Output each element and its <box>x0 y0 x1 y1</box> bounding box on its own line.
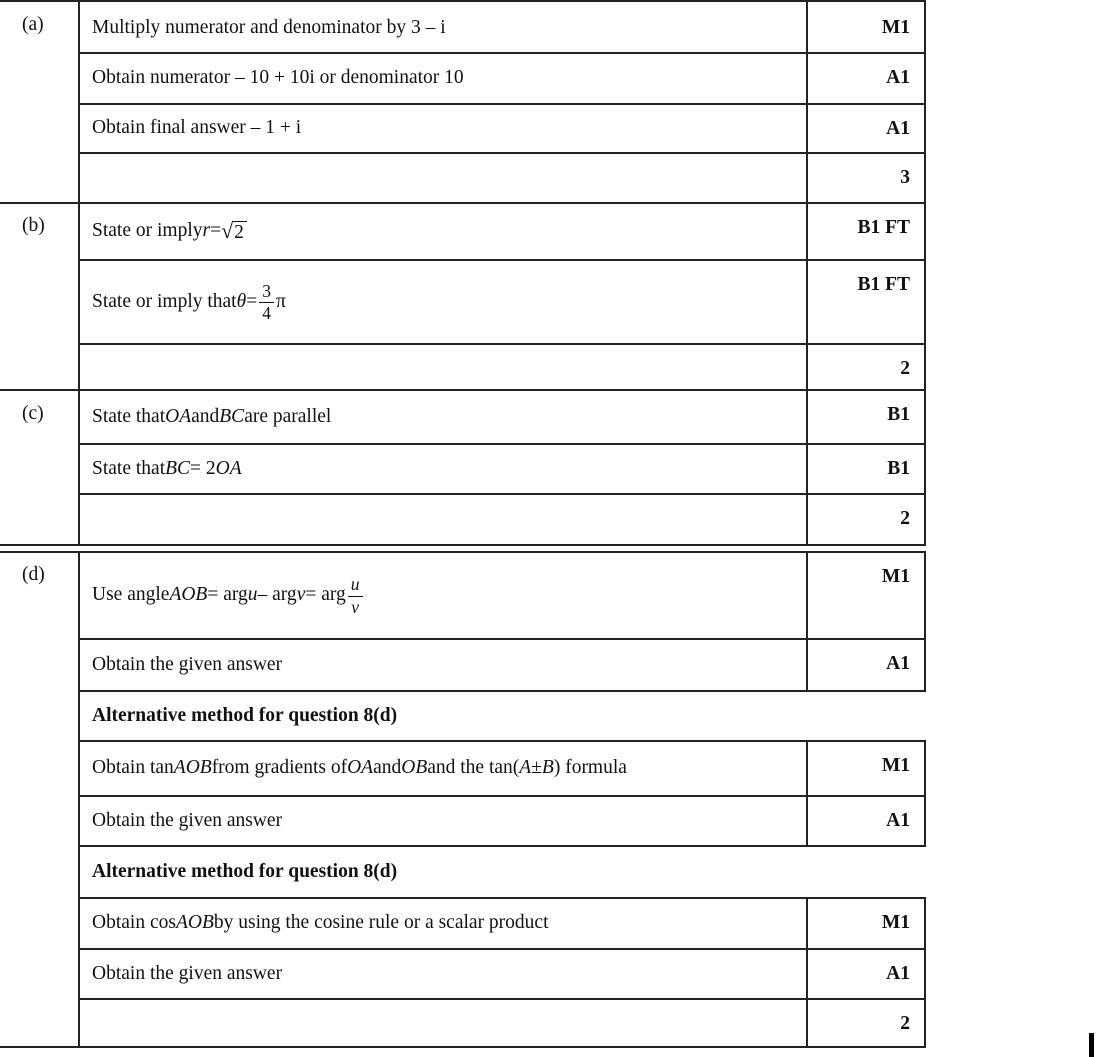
fraction-denominator: v <box>351 596 360 617</box>
cell-c2-desc <box>80 445 804 493</box>
text-segment: and the tan( <box>427 757 520 779</box>
alt-method-header-1: Alternative method for question 8(d) <box>92 704 398 726</box>
math-var: BC <box>165 457 191 479</box>
border-line <box>78 343 926 345</box>
math-symbol: π <box>275 290 286 312</box>
border-line <box>78 998 926 1000</box>
border-line <box>78 493 926 495</box>
text-segment: State that <box>92 457 166 479</box>
fraction <box>348 575 363 616</box>
text-segment: and <box>191 405 220 427</box>
border-line <box>0 544 926 546</box>
text-segment: State or imply <box>92 220 203 242</box>
text-segment: = <box>246 290 258 312</box>
cell-d2-mark: A1 <box>886 653 910 674</box>
part-label-a: (a) <box>22 14 44 35</box>
math-var: BC <box>219 405 245 427</box>
fraction-denominator: 4 <box>262 303 271 323</box>
cell-a3-desc: Obtain final answer – 1 + i <box>92 117 302 139</box>
text-segment: from gradients of <box>211 757 348 779</box>
cell-d1-mark: M1 <box>881 566 910 587</box>
cell-c2-mark: B1 <box>887 458 910 479</box>
cell-d1-desc <box>80 553 804 638</box>
text-segment: by using the cosine rule or a scalar product <box>213 912 549 934</box>
math-var: AOB <box>173 757 212 779</box>
border-line <box>924 2 926 546</box>
text-segment: = arg <box>207 584 248 606</box>
text-segment: and <box>373 757 402 779</box>
math-var: r <box>202 220 211 242</box>
cell-d-total: 2 <box>900 1013 910 1034</box>
cell-d-alt2-r1-desc <box>80 899 804 948</box>
math-symbol: ± <box>531 757 542 779</box>
cell-d-alt2-r1-mark: M1 <box>881 912 910 933</box>
math-var: AOB <box>169 584 208 606</box>
fraction-numerator: u <box>348 575 363 597</box>
sqrt-expression <box>221 217 247 245</box>
cell-b1-desc <box>80 204 804 259</box>
math-var: OA <box>165 405 192 427</box>
text-cursor-artifact <box>1089 1033 1094 1057</box>
cell-b2-desc <box>80 261 804 343</box>
cell-d-alt1-r1-desc <box>80 742 804 795</box>
cell-d-alt1-r2-desc: Obtain the given answer <box>92 809 283 831</box>
text-segment: Obtain cos <box>92 912 176 934</box>
cell-b2-mark: B1 FT <box>857 274 910 295</box>
math-var: θ <box>236 290 247 312</box>
math-var: AOB <box>175 912 214 934</box>
fraction-numerator: 3 <box>259 282 274 304</box>
cell-a1-mark: M1 <box>881 17 910 38</box>
math-var: OA <box>347 757 374 779</box>
border-line <box>0 1046 926 1048</box>
text-segment: Obtain tan <box>92 757 174 779</box>
fraction <box>259 282 274 323</box>
math-var: B <box>541 757 554 779</box>
math-var: u <box>247 584 258 606</box>
border-line <box>924 740 926 845</box>
math-var: OB <box>401 757 428 779</box>
math-var: v <box>296 584 306 606</box>
text-segment: = <box>210 220 222 242</box>
cell-b1-mark: B1 FT <box>857 217 910 238</box>
border-line <box>78 152 926 154</box>
part-label-c: (c) <box>22 403 44 424</box>
cell-d-alt1-r2-mark: A1 <box>886 810 910 831</box>
cell-d-alt2-r2-mark: A1 <box>886 963 910 984</box>
text-segment: = 2 <box>190 457 216 479</box>
cell-b-total: 2 <box>900 358 910 379</box>
cell-d2-desc: Obtain the given answer <box>92 653 283 675</box>
text-segment: Use angle <box>92 584 170 606</box>
border-line <box>0 0 926 2</box>
text-segment: are parallel <box>244 405 332 427</box>
cell-a2-desc: Obtain numerator – 10 + 10i or denominator 10 <box>92 67 464 89</box>
math-var: A <box>519 757 532 779</box>
math-var: OA <box>215 457 242 479</box>
cell-c-total: 2 <box>900 508 910 529</box>
border-line <box>924 551 926 690</box>
text-segment: State that <box>92 405 166 427</box>
cell-d-alt2-r2-desc: Obtain the given answer <box>92 962 283 984</box>
cell-a3-mark: A1 <box>886 118 910 139</box>
cell-a1-desc: Multiply numerator and denominator by 3 – i <box>92 16 446 38</box>
radical-sign: √ <box>221 218 234 244</box>
part-label-d: (d) <box>22 564 45 585</box>
cell-c1-mark: B1 <box>887 404 910 425</box>
text-segment: = arg <box>305 584 346 606</box>
cell-a-total: 3 <box>900 167 910 188</box>
alt-method-header-2: Alternative method for question 8(d) <box>92 860 398 882</box>
border-line <box>924 897 926 1048</box>
text-segment: – arg <box>257 584 297 606</box>
cell-a2-mark: A1 <box>886 67 910 88</box>
radicand: 2 <box>233 221 247 243</box>
cell-d-alt1-r1-mark: M1 <box>881 755 910 776</box>
text-segment: ) formula <box>553 757 627 779</box>
text-segment: State or imply that <box>92 290 237 312</box>
part-label-b: (b) <box>22 215 45 236</box>
cell-c1-desc <box>80 391 804 443</box>
